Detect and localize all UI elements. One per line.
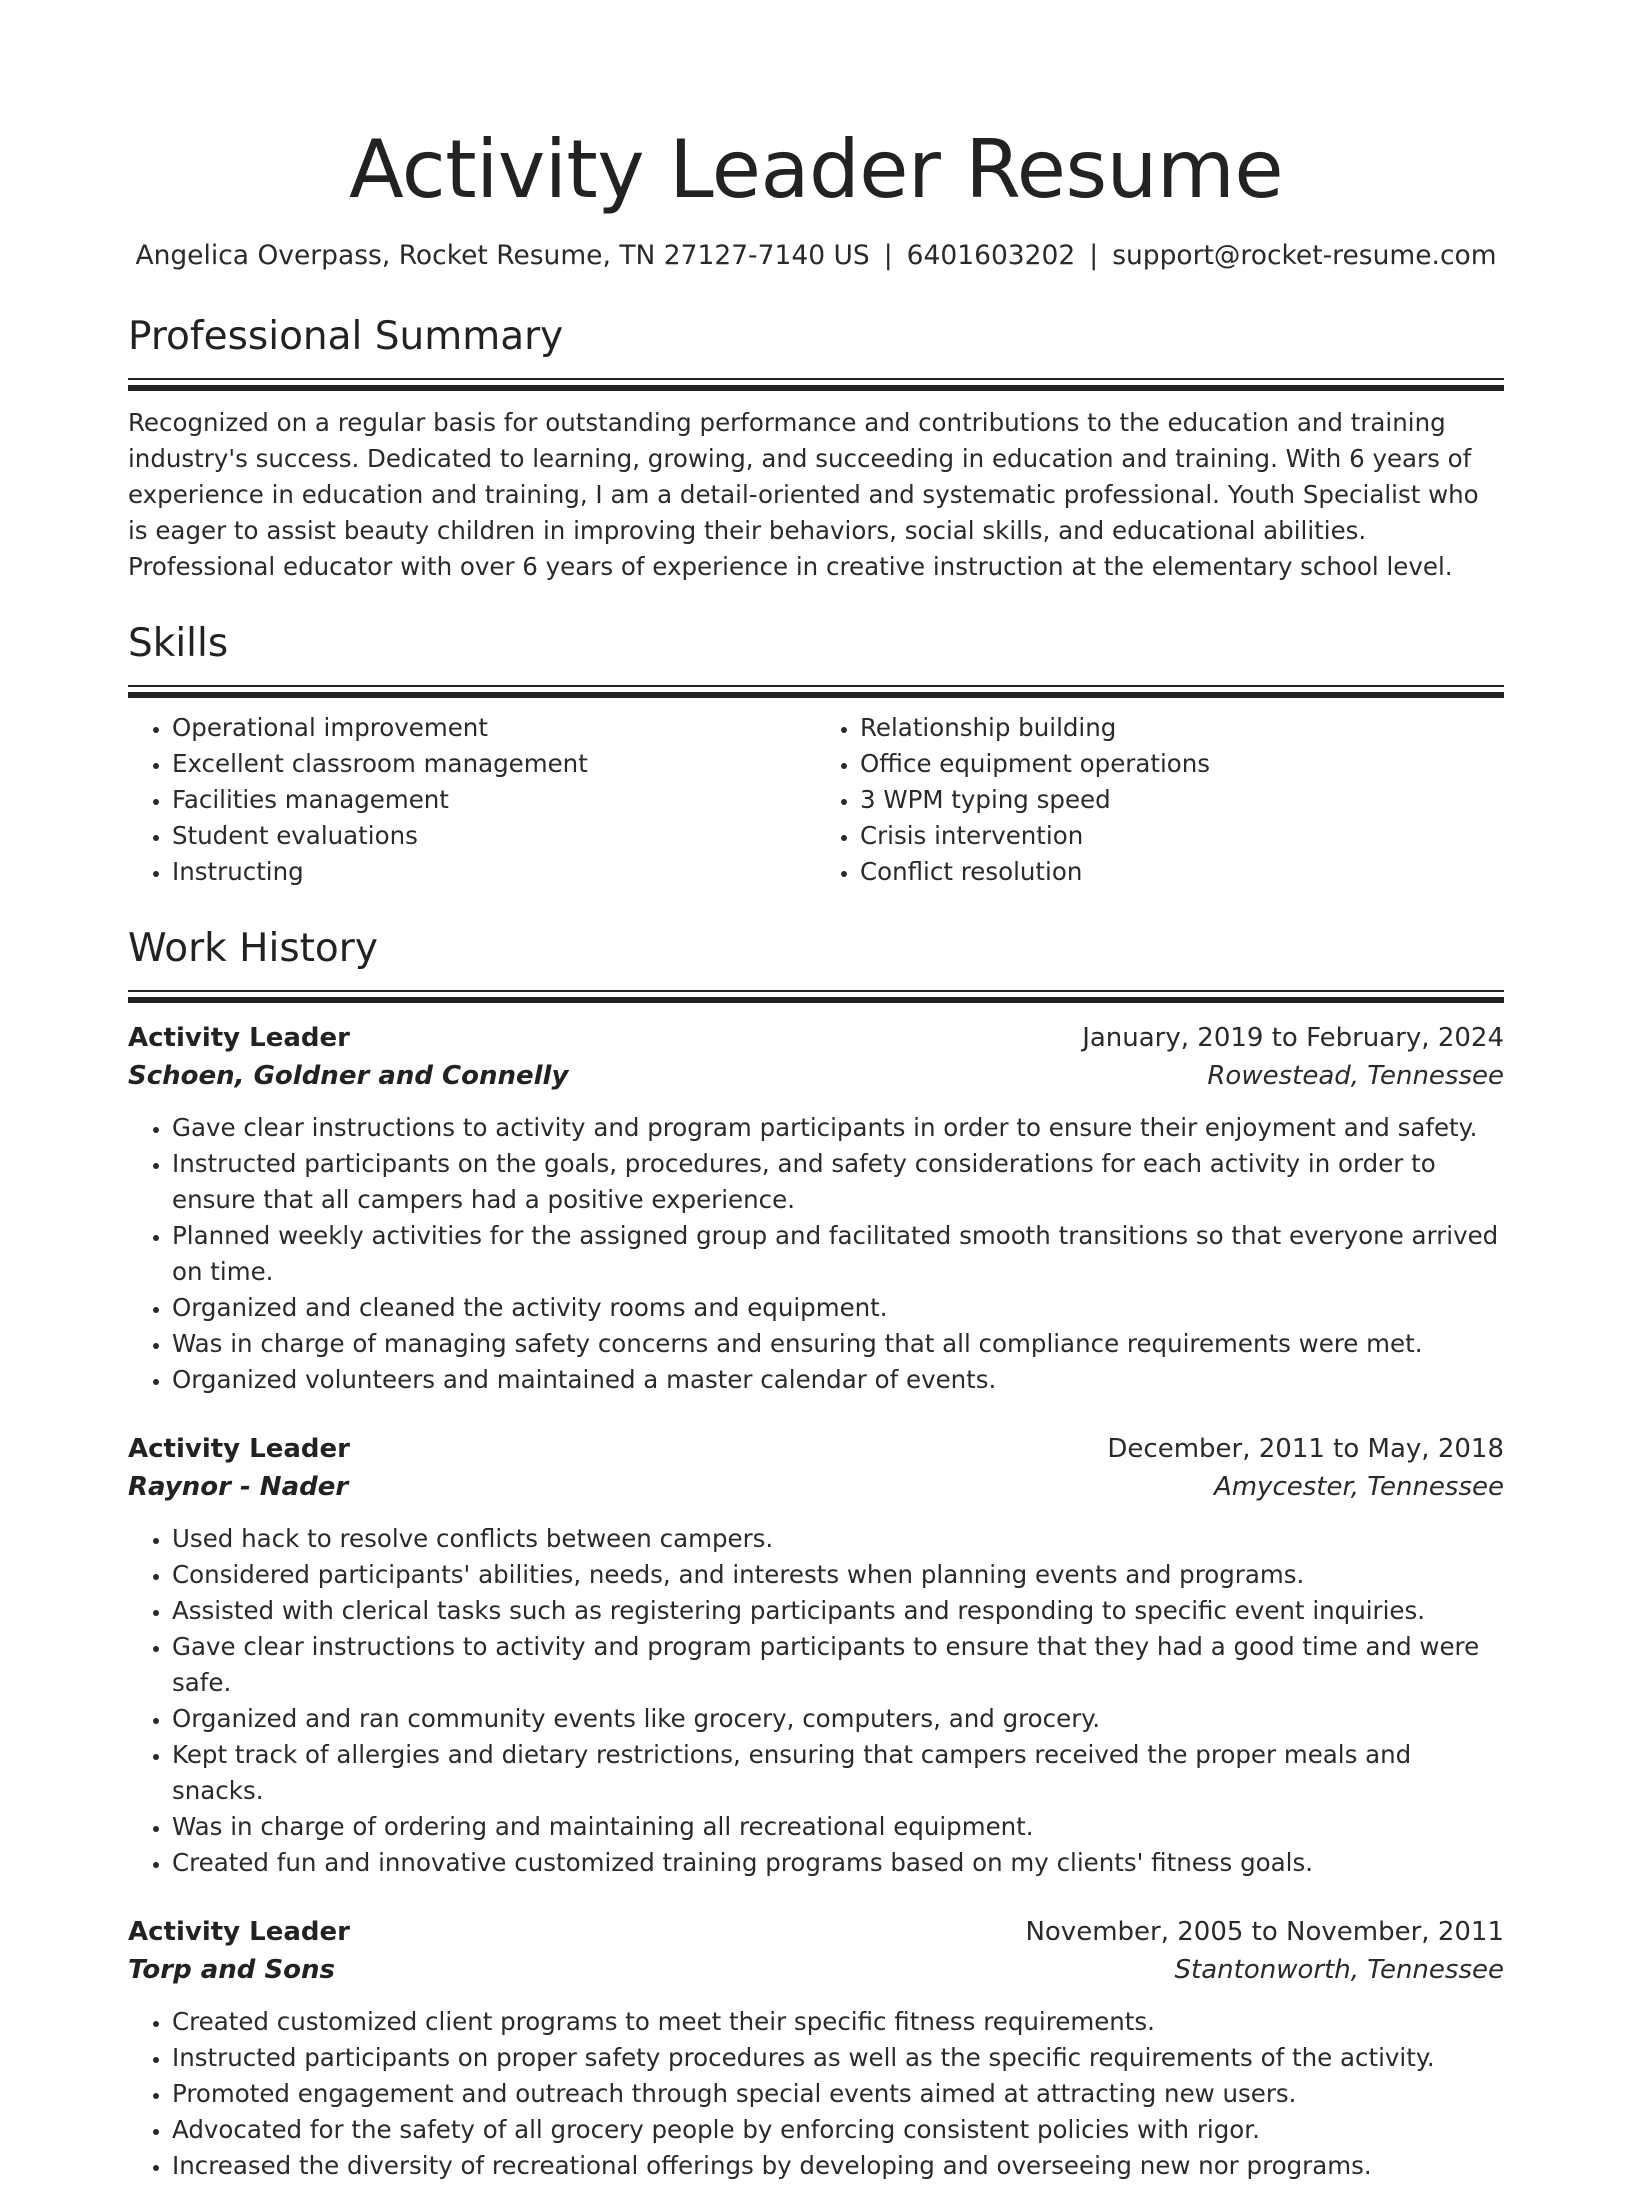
- job-duty: • Advocated for the safety of all grocery people by enforcing consistent policies with rigor.: [172, 2112, 1504, 2148]
- job-entry: [128, 1430, 1504, 1881]
- job-location: Stantonworth, Tennessee: [1174, 1955, 1504, 1985]
- job-dates: November, 2005 to November, 2011: [1025, 1917, 1504, 1947]
- skill-item: • 3 WPM typing speed: [860, 782, 1504, 818]
- job-duty: • Gave clear instructions to activity and program participants in order to ensure their enjoyment and safety.: [172, 1110, 1504, 1146]
- job-duty: • Gave clear instructions to activity and program participants to ensure that they had a good time and were safe.: [172, 1629, 1504, 1701]
- skills-columns: [128, 710, 1504, 890]
- job-dates: January, 2019 to February, 2024: [1082, 1023, 1504, 1053]
- job-duty: • Was in charge of managing safety concerns and ensuring that all compliance requirements were met.: [172, 1326, 1504, 1362]
- job-entry: [128, 1019, 1504, 1398]
- job-duties-list: [128, 1110, 1504, 1398]
- job-company-row: [128, 1057, 1504, 1095]
- job-duty: • Instructed participants on the goals, procedures, and safety considerations for each activity in order to ensure that all campers had a positive experience.: [172, 1146, 1504, 1218]
- summary-text: Recognized on a regular basis for outstanding performance and contributions to the education and training industry's success. Dedicated to learning, growing, and succeeding in education and training. With 6 years of experience in education and training, I am a detail-oriented and systematic professional. Youth Specialist who is eager to assist beauty children in improving their behaviors, social skills, and educational abilities. Professional educator with over 6 years of experience in creative instruction at the elementary school level.: [128, 408, 1479, 581]
- job-duty: • Created customized client programs to meet their specific fitness requirements.: [172, 2004, 1504, 2040]
- job-company: Raynor - Nader: [128, 1472, 349, 1502]
- skills-list-left: [128, 710, 816, 890]
- contact-phone: 6401603202: [906, 240, 1076, 271]
- job-duties-list: [128, 1521, 1504, 1881]
- work-history-section: [128, 924, 1504, 2184]
- section-divider: [128, 385, 1504, 391]
- skill-item: • Relationship building: [860, 710, 1504, 746]
- job-duty: • Organized and cleaned the activity rooms and equipment.: [172, 1290, 1504, 1326]
- job-duty: • Planned weekly activities for the assigned group and facilitated smooth transitions so that everyone arrived on time.: [172, 1218, 1504, 1290]
- contact-line: [128, 236, 1504, 276]
- skill-item: • Facilities management: [172, 782, 816, 818]
- section-heading-summary: Professional Summary: [128, 314, 564, 359]
- job-entry: [128, 1913, 1504, 2184]
- job-header-row: [128, 1019, 1504, 1057]
- job-header-row: [128, 1430, 1504, 1468]
- job-company-row: [128, 1468, 1504, 1506]
- job-location: Amycester, Tennessee: [1213, 1472, 1504, 1502]
- skills-list-right: [816, 710, 1504, 890]
- job-duty: • Increased the diversity of recreational offerings by developing and overseeing new nor programs.: [172, 2148, 1504, 2184]
- job-company-row: [128, 1951, 1504, 1989]
- job-duty: • Instructed participants on proper safety procedures as well as the specific requirements of the activity.: [172, 2040, 1504, 2076]
- job-duty: • Considered participants' abilities, needs, and interests when planning events and programs.: [172, 1557, 1504, 1593]
- section-heading-skills: Skills: [128, 621, 229, 666]
- resume-title: Activity Leader Resume: [348, 123, 1284, 216]
- skill-item: • Instructing: [172, 854, 816, 890]
- job-company: Torp and Sons: [128, 1955, 336, 1985]
- job-company: Schoen, Goldner and Connelly: [128, 1061, 569, 1091]
- skill-item: • Operational improvement: [172, 710, 816, 746]
- job-duty: • Used hack to resolve conflicts between campers.: [172, 1521, 1504, 1557]
- job-duty: • Promoted engagement and outreach through special events aimed at attracting new users.: [172, 2076, 1504, 2112]
- section-divider: [128, 378, 1504, 380]
- skill-item: • Excellent classroom management: [172, 746, 816, 782]
- job-duty: • Organized volunteers and maintained a master calendar of events.: [172, 1362, 1504, 1398]
- skill-item: • Student evaluations: [172, 818, 816, 854]
- job-duties-list: [128, 2004, 1504, 2184]
- section-divider: [128, 990, 1504, 992]
- contact-separator: |: [1089, 240, 1099, 271]
- job-duty: • Kept track of allergies and dietary restrictions, ensuring that campers received the proper meals and snacks.: [172, 1737, 1504, 1809]
- job-header-row: [128, 1913, 1504, 1951]
- job-title: Activity Leader: [128, 1917, 350, 1947]
- skill-item: • Office equipment operations: [860, 746, 1504, 782]
- contact-address: Angelica Overpass, Rocket Resume, TN 27127-7140 US: [135, 240, 870, 271]
- section-divider: [128, 685, 1504, 687]
- section-divider: [128, 692, 1504, 698]
- job-location: Rowestead, Tennessee: [1207, 1061, 1504, 1091]
- job-duty: • Created fun and innovative customized training programs based on my clients' fitness goals.: [172, 1845, 1504, 1881]
- skill-item: • Crisis intervention: [860, 818, 1504, 854]
- summary-section: [128, 312, 1504, 585]
- job-duty: • Was in charge of ordering and maintaining all recreational equipment.: [172, 1809, 1504, 1845]
- contact-separator: |: [883, 240, 893, 271]
- section-divider: [128, 997, 1504, 1003]
- job-duty: • Organized and ran community events like grocery, computers, and grocery.: [172, 1701, 1504, 1737]
- job-title: Activity Leader: [128, 1023, 350, 1053]
- job-title: Activity Leader: [128, 1434, 350, 1464]
- job-duty: • Assisted with clerical tasks such as registering participants and responding to specific event inquiries.: [172, 1593, 1504, 1629]
- section-heading-work-history: Work History: [128, 926, 378, 971]
- skill-item: • Conflict resolution: [860, 854, 1504, 890]
- contact-email: support@rocket-resume.com: [1112, 240, 1497, 271]
- job-dates: December, 2011 to May, 2018: [1107, 1434, 1504, 1464]
- skills-section: [128, 619, 1504, 890]
